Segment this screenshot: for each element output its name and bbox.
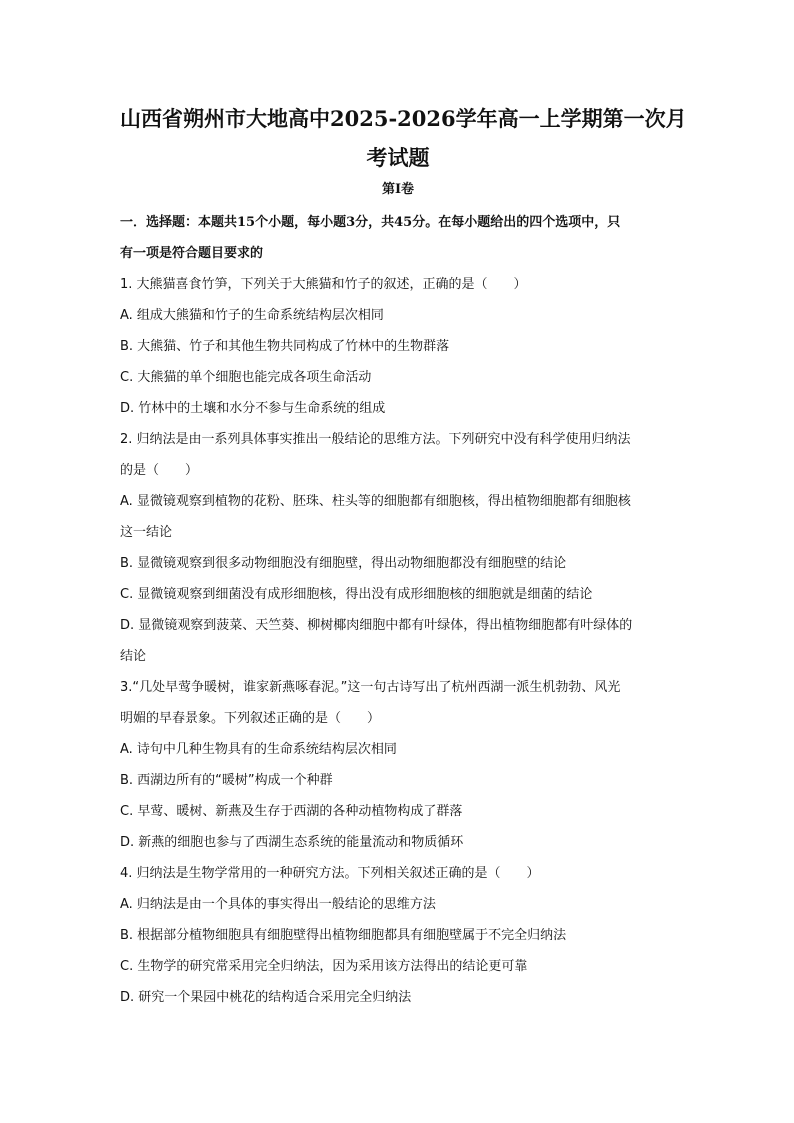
- exam-title-line2: 考试题: [366, 145, 430, 170]
- q1-option-d: D. 竹林中的土壤和水分不参与生命系统的组成: [120, 401, 386, 416]
- q3-option-b: B. 西湖边所有的“暖树”构成一个种群: [120, 773, 333, 788]
- q2-option-d-line2: 结论: [120, 649, 147, 664]
- q2-option-a-line2: 这一结论: [120, 525, 173, 540]
- volume-label: 第I卷: [381, 182, 415, 197]
- q4-stem: 4. 归纳法是生物学常用的一种研究方法。下列相关叙述正确的是（ ）: [120, 866, 540, 881]
- section-heading-line1: 一．选择题：本题共15个小题，每小题3分，共45分。在每小题给出的四个选项中，只: [120, 215, 621, 230]
- q4-option-d: D. 研究一个果园中桃花的结构适合采用完全归纳法: [120, 990, 412, 1005]
- q1-stem: 1. 大熊猫喜食竹笋，下列关于大熊猫和竹子的叙述，正确的是（ ）: [120, 277, 527, 292]
- q2-stem-line2: 的是（ ）: [120, 463, 199, 478]
- q1-option-a: A. 组成大熊猫和竹子的生命系统结构层次相同: [120, 308, 384, 323]
- exam-page: [120, 98, 687, 1013]
- q3-option-a: A. 诗句中几种生物具有的生命系统结构层次相同: [120, 742, 397, 757]
- q3-stem-line2: 明媚的早春景象。下列叙述正确的是（ ）: [120, 711, 381, 726]
- q2-stem-line1: 2. 归纳法是由一系列具体事实推出一般结论的思维方法。下列研究中没有科学使用归纳法: [120, 432, 631, 447]
- q4-option-a: A. 归纳法是由一个具体的事实得出一般结论的思维方法: [120, 897, 436, 912]
- q2-option-c: C. 显微镜观察到细菌没有成形细胞核，得出没有成形细胞核的细胞就是细菌的结论: [120, 587, 593, 602]
- q2-option-d-line1: D. 显微镜观察到菠菜、天竺葵、柳树椰肉细胞中都有叶绿体，得出植物细胞都有叶绿体的: [120, 618, 633, 633]
- q1-option-b: B. 大熊猫、竹子和其他生物共同构成了竹林中的生物群落: [120, 339, 450, 354]
- q3-option-d: D. 新燕的细胞也参与了西湖生态系统的能量流动和物质循环: [120, 835, 464, 850]
- q4-option-b: B. 根据部分植物细胞具有细胞壁得出植物细胞都具有细胞壁属于不完全归纳法: [120, 928, 567, 943]
- exam-title-line1: 山西省朔州市大地高中2025-2026学年高一上学期第一次月: [120, 106, 687, 131]
- q3-option-c: C. 早莺、暖树、新燕及生存于西湖的各种动植物构成了群落: [120, 804, 463, 819]
- section-heading-line2: 有一项是符合题目要求的: [120, 246, 264, 261]
- q3-stem-line1: 3.“几处早莺争暖树，谁家新燕啄春泥。”这一句古诗写出了杭州西湖一派生机勃勃、风光: [120, 680, 621, 695]
- q2-option-a-line1: A. 显微镜观察到植物的花粉、胚珠、柱头等的细胞都有细胞核，得出植物细胞都有细胞核: [120, 494, 631, 509]
- q4-option-c: C. 生物学的研究常采用完全归纳法，因为采用该方法得出的结论更可靠: [120, 959, 528, 974]
- q2-option-b: B. 显微镜观察到很多动物细胞没有细胞壁，得出动物细胞都没有细胞壁的结论: [120, 556, 567, 571]
- q1-option-c: C. 大熊猫的单个细胞也能完成各项生命活动: [120, 370, 372, 385]
